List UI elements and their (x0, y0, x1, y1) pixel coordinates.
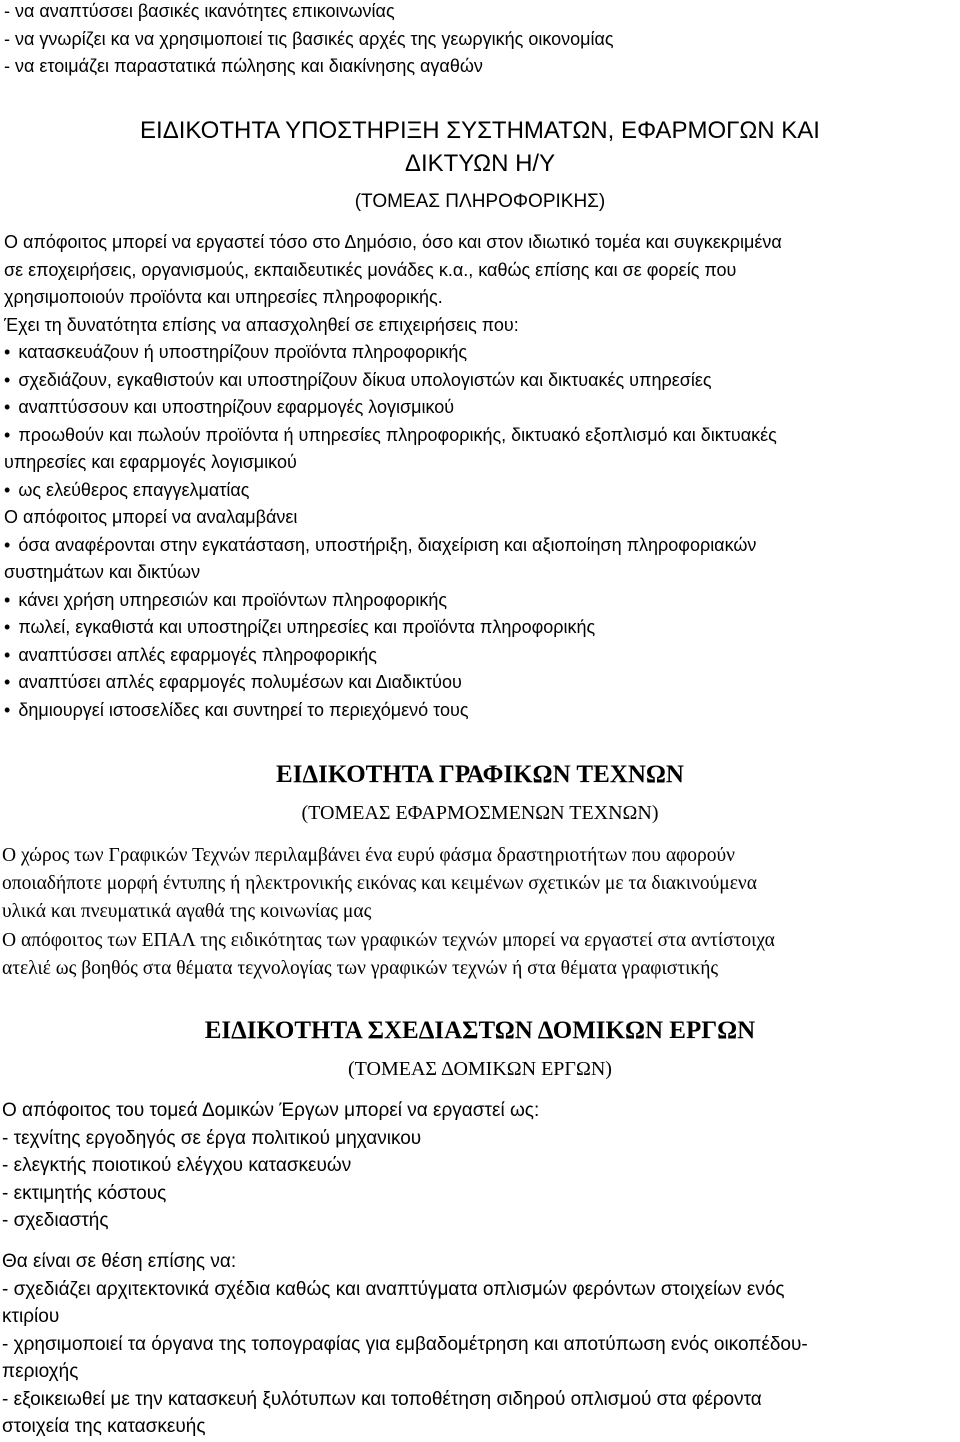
section-title: ΕΙΔΙΚΟΤΗΤΑ ΣΧΕΔΙΑΣΤΩΝ ΔΟΜΙΚΩΝ ΕΡΓΩΝ (204, 1017, 756, 1044)
list-item: • κάνει χρήση υπηρεσιών και προϊόντων πληροφορικής (4, 587, 956, 615)
section3-body (2, 1097, 956, 1235)
paragraph-line: Ο απόφοιτος του τομεά Δομικών Έργων μπορεί να εργαστεί ως: (2, 1100, 540, 1121)
list-item: - τεχνίτης εργοδηγός σε έργα πολιτικού μηχανικου (2, 1127, 422, 1149)
section-sector: (ΤΟΜΕΑΣ ΕΦΑΡΜΟΣΜΕΝΩΝ ΤΕΧΝΩΝ) (301, 802, 659, 824)
list-item: - ελεγκτής ποιοτικού ελέγχου κατασκευών (2, 1155, 352, 1176)
paragraph-line: Ο απόφοιτος μπορεί να αναλαμβάνει (4, 507, 298, 527)
paragraph-line: Ο χώρος των Γραφικών Τεχνών περιλαμβάνει ένα ευρύ φάσμα δραστηριοτήτων που αφορούν (2, 845, 736, 866)
list-item: • ως ελεύθερος επαγγελματίας (4, 477, 956, 505)
paragraph-line: χρησιμοποιούν προϊόντα και υπηρεσίες πληροφορικής. (4, 287, 443, 307)
paragraph-line: Ο απόφοιτος μπορεί να εργαστεί τόσο στο Δημόσιο, όσο και στον ιδιωτικό τομέα και συγκεκριμένα (4, 232, 782, 252)
section-sector: (ΤΟΜΕΑΣ ΔΟΜΙΚΩΝ ΕΡΓΩΝ) (348, 1058, 612, 1080)
list-item-cont: συστημάτων και δικτύων (4, 562, 201, 582)
list-item: • αναπτύσσουν και υποστηρίζουν εφαρμογές λογισμικού (4, 394, 956, 422)
paragraph-line: Ο απόφοιτος των ΕΠΑΛ της ειδικότητας των γραφικών τεχνών μπορεί να εργαστεί στα αντίστοιχα (2, 929, 775, 951)
list-item-cont: στοιχεία της κατασκευής (2, 1416, 206, 1437)
intro-list (4, 0, 614, 81)
list-item: - χρησιμοποιεί τα όργανα της τοπογραφίας για εμβαδομέτρηση και αποτύπωση ενός οικοπέδου- (2, 1333, 808, 1355)
section-graphic-arts (4, 758, 956, 828)
list-item: • αναπτύσει απλές εφαρμογές πολυμέσων και Διαδικτύου (4, 669, 956, 697)
paragraph-line: σε εποχειρήσεις, οργανισμούς, εκπαιδευτικές μονάδες κ.α., καθώς επίσης και σε φορείς που (4, 259, 737, 280)
list-item-cont: κτιρίου (2, 1306, 60, 1327)
list-item: • πωλεί, εγκαθιστά και υποστηρίζει υπηρεσίες και προϊόντα πληροφορικής (4, 614, 956, 642)
list-item: - να γνωρίζει κα να χρησιμοποιεί τις βασικές αρχές της γεωργικής οικονομίας (4, 28, 614, 49)
list-item: - εξοικειωθεί με την κατασκευή ξυλότυπων και τοποθέτηση σιδηρού οπλισμού στα φέροντα (2, 1388, 762, 1410)
list-item: • προωθούν και πωλούν προϊόντα ή υπηρεσίες πληροφορικής, δικτυακό εξοπλισμό και δικτυακές (4, 422, 956, 450)
list-item: - σχεδιάζει αρχιτεκτονικά σχέδια καθώς και αναπτύγματα οπλισμών φερόντων στοιχείων ενός (2, 1278, 785, 1300)
list-item: - να ετοιμάζει παραστατικά πώλησης και διακίνησης αγαθών (4, 56, 483, 76)
list-item-cont: υπηρεσίες και εφαρμογές λογισμικού (4, 452, 297, 472)
section-sector: (ΤΟΜΕΑΣ ΠΛΗΡΟΦΟΡΙΚΗΣ) (354, 191, 606, 212)
section3-also (2, 1248, 956, 1441)
list-item: • αναπτύσσει απλές εφαρμογές πληροφορικής (4, 642, 956, 670)
section-building-design (4, 1014, 956, 1084)
section2-body (2, 842, 956, 983)
list-item: - εκτιμητής κόστους (2, 1182, 167, 1204)
paragraph-line: Θα είναι σε θέση επίσης να: (2, 1251, 237, 1272)
paragraph-line: Έχει τη δυνατότητα επίσης να απασχοληθεί σε επιχειρήσεις που: (4, 314, 519, 335)
paragraph-line: οποιαδήποτε μορφή έντυπης ή ηλεκτρονικής εικόνας και κειμένων σχετικών με τα διακινούμενα (2, 873, 757, 895)
list-item: • όσα αναφέρονται στην εγκατάσταση, υποστήριξη, διαχείριση και αξιοποίηση πληροφοριακών (4, 532, 956, 560)
list-item: - να αναπτύσσει βασικές ικανότητες επικοινωνίας (4, 1, 395, 21)
list-item: • κατασκευάζουν ή υποστηρίζουν προϊόντα πληροφορικής (4, 339, 956, 367)
section-title: ΕΙΔΙΚΟΤΗΤΑ ΥΠΟΣΤΗΡΙΞΗ ΣΥΣΤΗΜΑΤΩΝ, ΕΦΑΡΜΟΓΩΝ ΚΑΙ (140, 117, 820, 144)
paragraph-line: ατελιέ ως βοηθός στα θέματα τεχνολογίας των γραφικών τεχνών ή στα θέματα γραφιστικής (2, 957, 719, 979)
list-item: - σχεδιαστής (2, 1210, 109, 1231)
paragraph-line: υλικά και πνευματικά αγαθά της κοινωνίας μας (2, 901, 372, 923)
section-informatics (4, 114, 956, 216)
section1-body (4, 229, 956, 724)
list-item: • δημιουργεί ιστοσελίδες και συντηρεί το περιεχόμενό τους (4, 697, 956, 725)
section-title-cont: ΔΙΚΤΥΩΝ Η/Υ (404, 150, 556, 177)
list-item-cont: περιοχής (2, 1361, 79, 1382)
section-title: ΕΙΔΙΚΟΤΗΤΑ ΓΡΑΦΙΚΩΝ ΤΕΧΝΩΝ (276, 761, 684, 788)
list-item: • σχεδιάζουν, εγκαθιστούν και υποστηρίζουν δίκυα υπολογιστών και δικτυακές υπηρεσίες (4, 367, 956, 395)
